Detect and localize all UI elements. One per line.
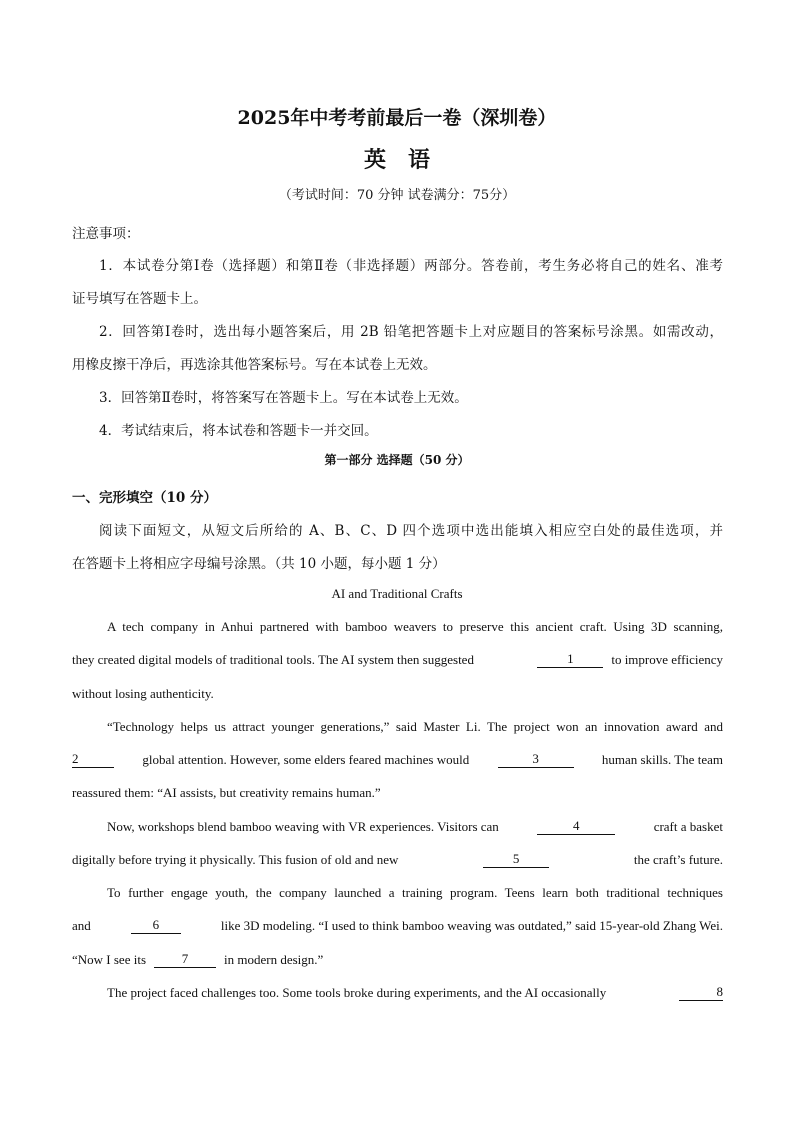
passage-text: the craft’s future.	[633, 852, 723, 867]
passage-text: “Now I see its	[72, 952, 147, 967]
blank-2: 2	[72, 752, 114, 768]
passage-text: Now, workshops blend bamboo weaving with VR experiences. Visitors can	[107, 819, 499, 834]
blank-3: 3	[498, 752, 574, 768]
passage-line	[72, 952, 323, 968]
passage-line	[72, 852, 723, 868]
instructions-line-1: 阅读下面短文，从短文后所给的 A、B、C、D 四个选项中选出能填入相应空白处的最佳选项，并	[99, 523, 723, 539]
passage-line: A tech company in Anhui partnered with bamboo weavers to preserve this ancient craft. Using 3D scanning,	[107, 619, 723, 634]
passage-text: craft a basket	[653, 819, 723, 834]
part-heading: 一、完形填空（10 分）	[72, 490, 217, 506]
passage-title: AI and Traditional Crafts	[331, 586, 463, 601]
notice-item-4: 4．考试结束后，将本试卷和答题卡一并交回。	[99, 423, 378, 439]
blank-8: 8	[679, 985, 723, 1001]
notice-heading: 注意事项：	[72, 226, 140, 242]
passage-line	[72, 918, 723, 934]
passage-line	[107, 985, 723, 1001]
passage-line: without losing authenticity.	[72, 686, 214, 701]
passage-text: in modern design.”	[224, 952, 324, 967]
notice-item-2-line-2: 用橡皮擦干净后，再选涂其他答案标号。写在本试卷上无效。	[72, 357, 437, 373]
passage-line	[107, 819, 723, 835]
blank-1: 1	[537, 652, 603, 668]
exam-title: 2025年中考考前最后一卷（深圳卷）	[237, 107, 557, 129]
instructions-line-2: 在答题卡上将相应字母编号涂黑。（共 10 小题，每小题 1 分）	[72, 556, 446, 572]
notice-item-2-line-1: 2．回答第Ⅰ卷时，选出每小题答案后，用 2B 铅笔把答题卡上对应题目的答案标号涂黑。如需改动，	[99, 324, 723, 340]
notice-item-3: 3．回答第Ⅱ卷时，将答案写在答题卡上。写在本试卷上无效。	[99, 390, 468, 406]
passage-text: The project faced challenges too. Some tools broke during experiments, and the AI occasionally	[107, 985, 607, 1000]
blank-6: 6	[131, 918, 181, 934]
section-title: 第一部分 选择题（50 分）	[324, 453, 470, 467]
passage-text: global attention. However, some elders feared machines would	[142, 752, 470, 767]
notice-item-1-line-2: 证号填写在答题卡上。	[72, 291, 207, 307]
passage-text: like 3D modeling. “I used to think bamboo weaving was outdated,” said 15-year-old Zhang Wei.	[220, 918, 723, 933]
passage-text: digitally before trying it physically. This fusion of old and new	[72, 852, 399, 867]
blank-7: 7	[154, 952, 216, 968]
subject-title: 英语	[363, 147, 452, 173]
notice-item-1-line-1: 1．本试卷分第Ⅰ卷（选择题）和第Ⅱ卷（非选择题）两部分。答卷前，考生务必将自己的姓名、准考	[99, 258, 723, 274]
passage-text: they created digital models of traditional tools. The AI system then suggested	[72, 652, 474, 667]
passage-line	[72, 752, 723, 768]
passage-text: and	[72, 918, 91, 933]
blank-5: 5	[483, 852, 549, 868]
passage-text: to improve efficiency	[611, 652, 723, 667]
passage-line: reassured them: “AI assists, but creativity remains human.”	[72, 785, 381, 800]
passage-text: human skills. The team	[601, 752, 723, 767]
passage-line	[72, 652, 723, 668]
passage-line: “Technology helps us attract younger generations,” said Master Li. The project won an innovation award and	[107, 719, 723, 734]
passage-line: To further engage youth, the company launched a training program. Teens learn both traditional techniques	[107, 885, 723, 900]
blank-4: 4	[537, 819, 615, 835]
exam-info: （考试时间：70 分钟 试卷满分：75分）	[278, 188, 516, 203]
